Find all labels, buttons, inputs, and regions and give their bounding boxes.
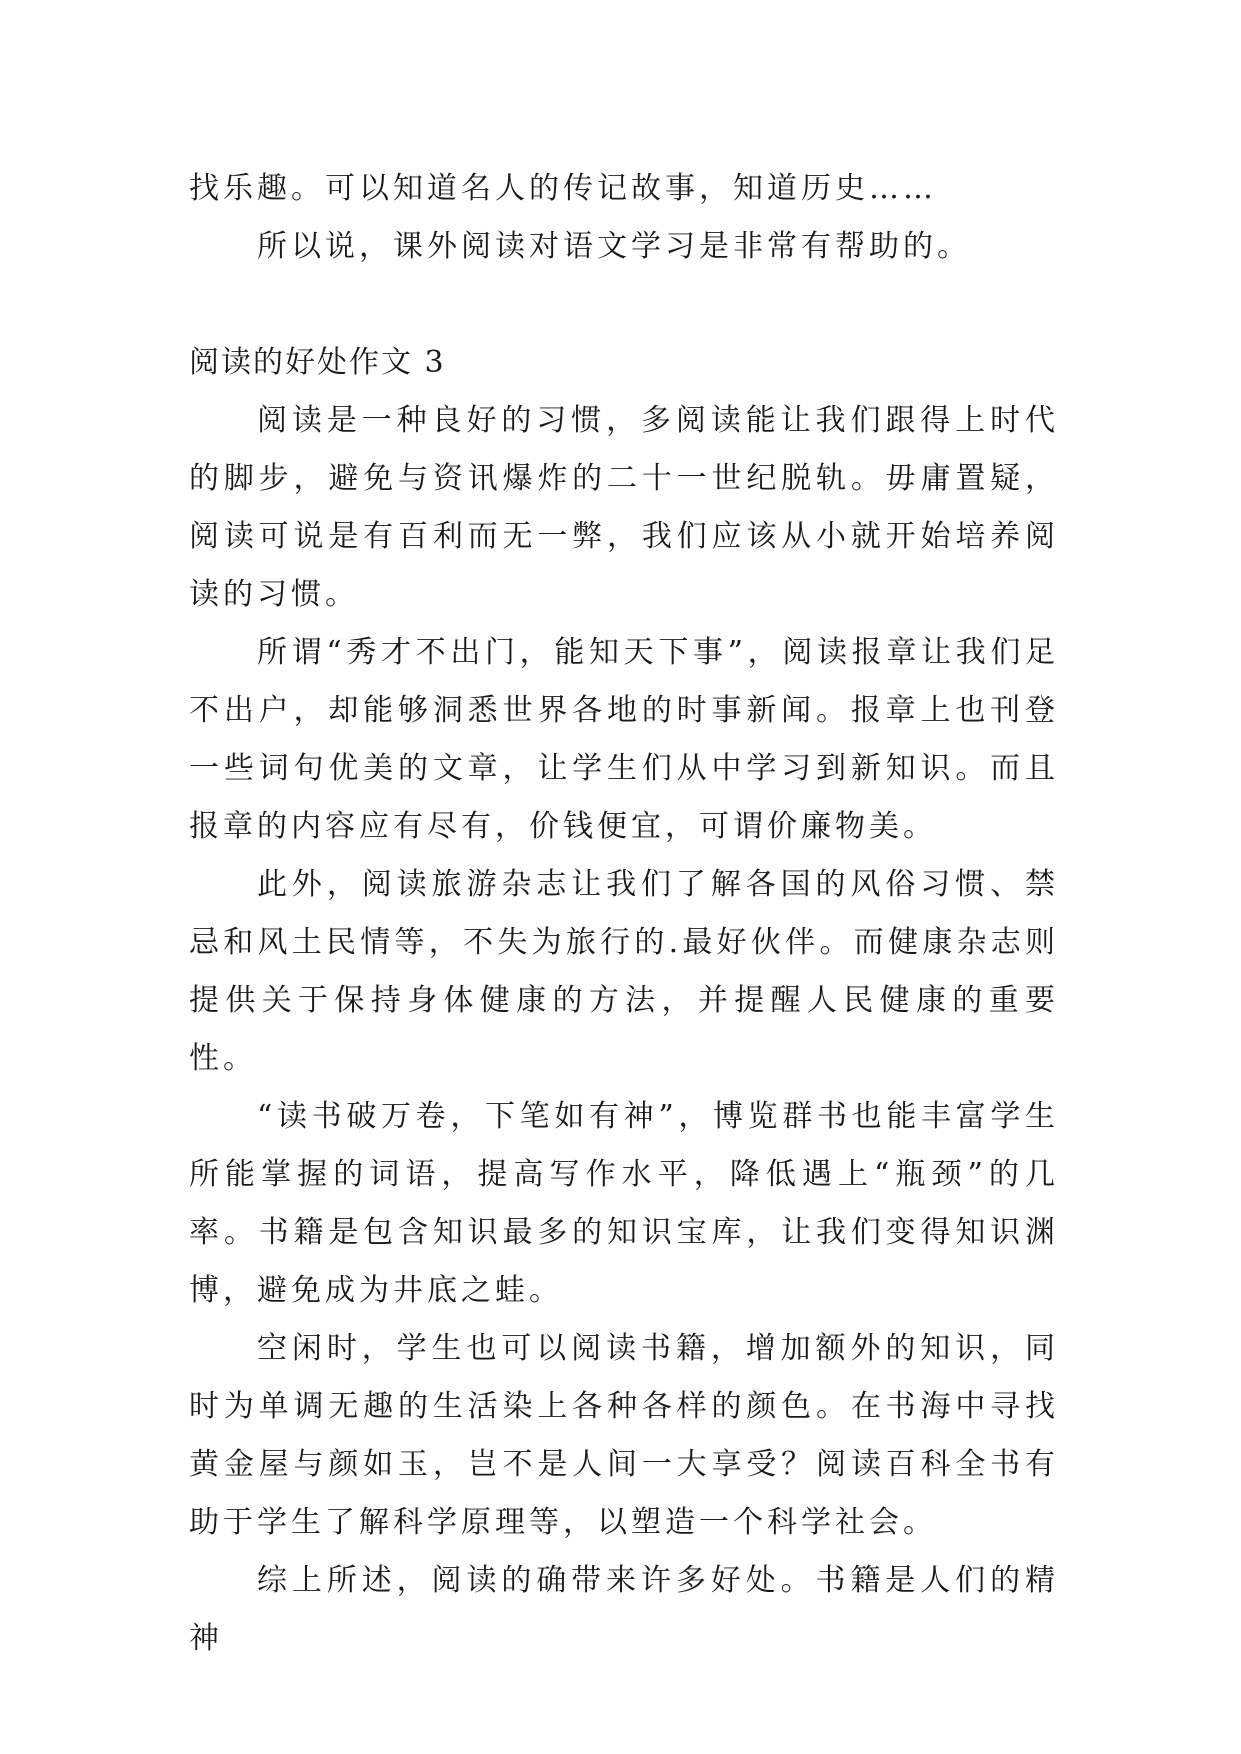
body-paragraph: 空闲时，学生也可以阅读书籍，增加额外的知识，同时为单调无趣的生活染上各种各样的颜色。在书海中寻找黄金屋与颜如玉，岂不是人间一大享受？阅读百科全书有助于学生了解科学原理等，以塑造一个科学社会。 xyxy=(189,1331,1059,1540)
continuation-paragraph: 找乐趣。可以知道名人的传记故事，知道历史…… xyxy=(189,171,937,206)
document-page xyxy=(189,160,1059,1668)
body-paragraph: 综上所述，阅读的确带来许多好处。书籍是人们的精神 xyxy=(189,1563,1059,1656)
body-paragraph: 阅读是一种良好的习惯，多阅读能让我们跟得上时代的脚步，避免与资讯爆炸的二十一世纪脱轨。毋庸置疑，阅读可说是有百利而无一弊，我们应该从小就开始培养阅读的习惯。 xyxy=(189,403,1059,612)
section-spacer xyxy=(189,276,1059,334)
closing-paragraph: 所以说，课外阅读对语文学习是非常有帮助的。 xyxy=(257,229,971,264)
section-title: 阅读的好处作文 3 xyxy=(189,345,446,380)
body-paragraph: 此外，阅读旅游杂志让我们了解各国的风俗习惯、禁忌和风土民情等，不失为旅行的.最好伙伴。而健康杂志则提供关于保持身体健康的方法，并提醒人民健康的重要性。 xyxy=(189,867,1059,1076)
body-paragraph: 所谓“秀才不出门，能知天下事”，阅读报章让我们足不出户，却能够洞悉世界各地的时事新闻。报章上也刊登一些词句优美的文章，让学生们从中学习到新知识。而且报章的内容应有尽有，价钱便宜，可谓价廉物美。 xyxy=(189,635,1059,844)
body-paragraph: “读书破万卷，下笔如有神”，博览群书也能丰富学生所能掌握的词语，提高写作水平，降低遇上“瓶颈”的几率。书籍是包含知识最多的知识宝库，让我们变得知识渊博，避免成为井底之蛙。 xyxy=(189,1099,1059,1308)
